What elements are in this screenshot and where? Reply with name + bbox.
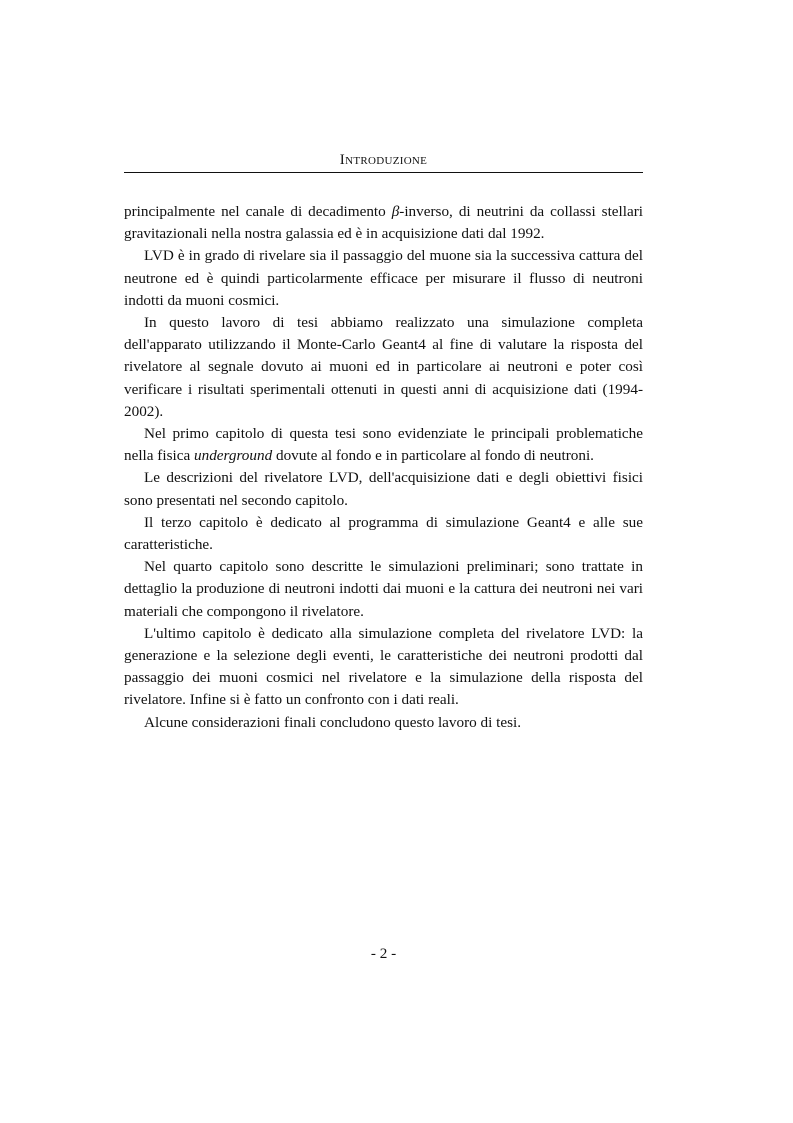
paragraph-1-start: principalmente nel canale di decadimento <box>124 203 392 220</box>
paragraph-2: LVD è in grado di rivelare sia il passaggio del muone sia la successiva cattura del neutrone ed è quindi particolarmente efficace per misurare il flusso di neutroni indotti da muoni cosmici. <box>124 247 643 309</box>
beta-symbol: β <box>391 203 400 220</box>
paragraph-5: Le descrizioni del rivelatore LVD, dell'acquisizione dati e degli obiettivi fisici sono presentati nel secondo capitolo. <box>124 469 643 509</box>
paragraph-4 <box>124 423 643 467</box>
paragraph-4-end: dovute al fondo e in particolare al fondo di neutroni. <box>272 447 594 465</box>
body-text <box>124 201 643 734</box>
paragraph-1-end: -inverso, di neutrini da collassi stellari gravitazionali nella nostra galassia ed è in acquisizione dati dal 1992. <box>124 203 643 243</box>
paragraph-6: Il terzo capitolo è dedicato al programma di simulazione Geant4 e alle sue caratteristiche. <box>124 513 643 554</box>
paragraph-4-start: Nel primo capitolo di questa tesi sono evidenziate le principali problematiche nella fisica <box>124 425 643 465</box>
running-header: Introduzione <box>339 152 428 168</box>
underground-emphasis: underground <box>194 447 273 465</box>
paragraph-8: L'ultimo capitolo è dedicato alla simulazione completa del rivelatore LVD: la generazione e la selezione degli eventi, le caratteristiche dei neutroni prodotti dal passaggio dei muoni cosmici nel rivelatore e la simulazione della risposta del rivelatore. Infine si è fatto un confronto con i dati reali. <box>124 624 643 709</box>
paragraph-7: Nel quarto capitolo sono descritte le simulazioni preliminari; sono trattate in dettaglio la produzione di neutroni indotti dai muoni e la cattura dei neutroni nei vari materiali che compongono il rivelatore. <box>124 558 643 620</box>
paragraph-9: Alcune considerazioni finali concludono questo lavoro di tesi. <box>144 713 522 731</box>
paragraph-3: In questo lavoro di tesi abbiamo realizzato una simulazione completa dell'apparato utilizzando il Monte-Carlo Geant4 al fine di valutare la risposta del rivelatore al segnale dovuto ai muoni ed in particolare ai neutroni e poter così verificare i risultati sperimentali ottenuti in questi anni di acquisizione dati (1994-2002). <box>124 314 643 420</box>
page-number: - 2 - <box>370 945 397 962</box>
header-rule <box>124 172 643 173</box>
paragraph-1 <box>124 201 643 245</box>
